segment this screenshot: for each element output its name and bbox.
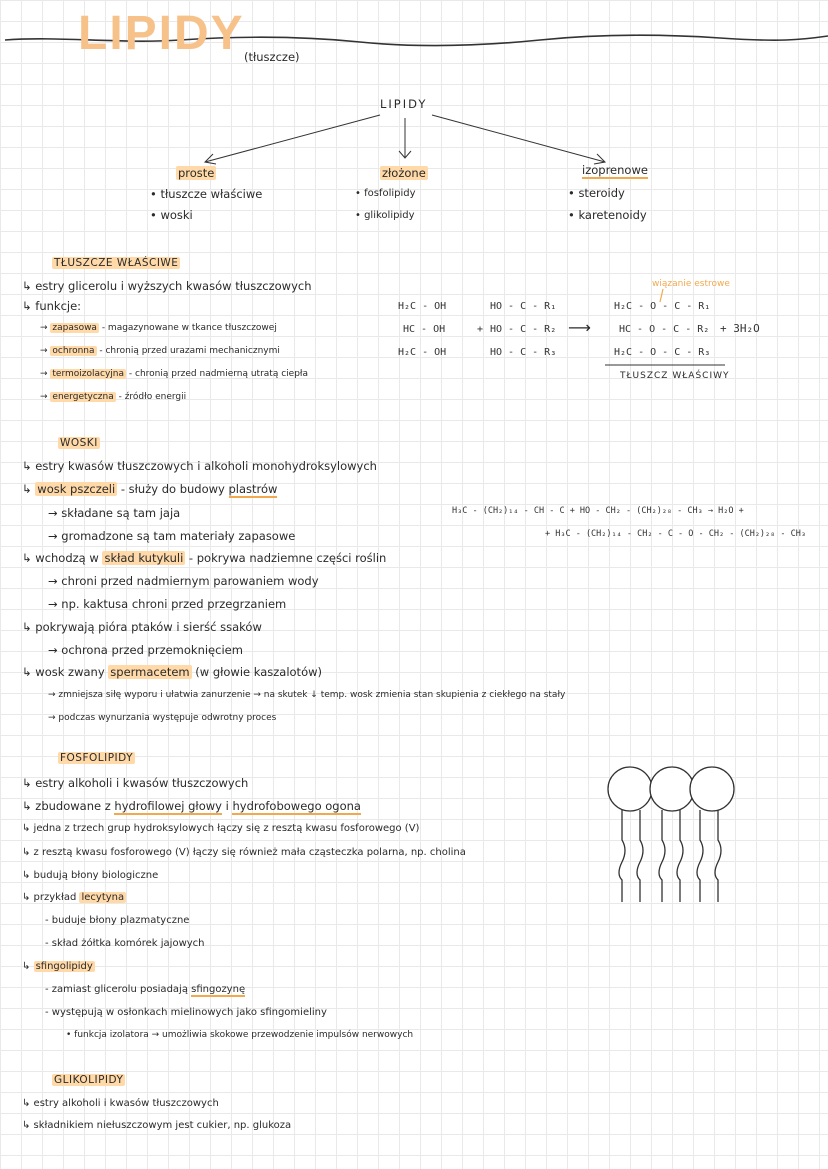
woski-line-3: → składane są tam jaja — [48, 506, 181, 520]
tree-izoprenowe-item-2: • karetenoidy — [568, 208, 647, 222]
line-prefix: ↳ wchodzą w — [22, 551, 103, 565]
function-desc: - źródło energii — [115, 392, 187, 402]
phospholipid-drawing — [608, 767, 734, 902]
glycerol-row-2: HC - OH — [403, 324, 446, 335]
fosfo-line-7: - buduje błony plazmatyczne — [45, 915, 190, 926]
fosfo-line-10 — [45, 984, 245, 995]
line-text: - zamiast glicerolu posiadają — [45, 984, 192, 995]
function-desc: - chronią przed urazami mechanicznymi — [96, 346, 280, 356]
fosfo-line-8: - skład żółtka komórek jajowych — [45, 938, 205, 949]
fosfo-line-9 — [22, 961, 95, 972]
fosfo-line-3: ↳ jedna z trzech grup hydroksylowych łączy się z resztą kwasu fosforowego (V) — [22, 823, 420, 834]
highlight-lecytyna: lecytyna — [81, 892, 125, 903]
underline-plastrow: plastrów — [228, 482, 278, 496]
product-row-1: H₂C - O - C - R₁ — [614, 301, 711, 312]
gliko-line-2: ↳ składnikiem niełuszczowym jest cukier, np. glukoza — [22, 1120, 292, 1131]
woski-line-12: → podczas wynurzania występuje odwrotny proces — [48, 713, 277, 723]
tree-zlozone-item-2: • glikolipidy — [355, 210, 415, 221]
tree-root: LIPIDY — [380, 97, 428, 111]
line-text: i — [221, 799, 233, 813]
fosfo-line-2 — [22, 799, 361, 813]
highlight-sfingolipidy: sfingolipidy — [35, 961, 93, 972]
highlight-wosk-pszczeli: wosk pszczeli — [37, 482, 116, 496]
fosfo-line-11: - występują w osłonkach mielinowych jako sfingomieliny — [45, 1007, 327, 1018]
wax-reaction-line-1: H₃C - (CH₂)₁₄ - CH - C + HO - CH₂ - (CH₂)₂₈ - CH₃ → H₂O + — [452, 506, 744, 516]
function-highlight: ochronna — [52, 346, 95, 356]
tree-zlozone-item-1: • fosfolipidy — [355, 188, 416, 199]
woski-line-2 — [22, 482, 277, 496]
glycerol-row-1: H₂C - OH — [398, 301, 447, 312]
tluszcze-line-2: ↳ funkcje: — [22, 299, 82, 313]
product-label: TŁUSZCZ WŁAŚCIWY — [620, 371, 730, 381]
acid-row-2: HO - C - R₂ — [490, 324, 557, 335]
woski-line-10 — [22, 665, 322, 679]
function-highlight: zapasowa — [52, 323, 97, 333]
fosfo-line-5: ↳ budują błony biologiczne — [22, 870, 159, 881]
ester-bond-label: wiązanie estrowe — [652, 279, 730, 289]
tluszcze-function-3: → termoizolacyjna - chronią przed nadmierną utratą ciepła — [40, 369, 308, 379]
line-prefix: ↳ — [22, 961, 34, 972]
gliko-line-1: ↳ estry alkoholi i kwasów tłuszczowych — [22, 1098, 219, 1109]
fosfo-line-4: ↳ z resztą kwasu fosforowego (V) łączy się również mała cząsteczka polarna, np. cholina — [22, 847, 466, 858]
section-heading-glikolipidy: GLIKOLIPIDY — [54, 1074, 124, 1086]
highlight-spermacet: spermacetem — [110, 665, 190, 679]
woski-line-11: → zmniejsza siłę wyporu i ułatwia zanurzenie → na skutek ↓ temp. wosk zmienia stan skupienia z ciekłego na stały — [48, 690, 566, 700]
product-row-2: HC - O - C - R₂ — [619, 324, 710, 335]
reaction-water: + 3H₂O — [720, 322, 760, 335]
reaction-plus: + — [477, 324, 484, 335]
woski-line-8: ↳ pokrywają pióra ptaków i sierść ssaków — [22, 620, 262, 634]
underline-hydrofobowego: hydrofobowego ogona — [232, 799, 361, 813]
product-row-3: H₂C - O - C - R₃ — [614, 347, 711, 358]
line-prefix: ↳ zbudowane z — [22, 799, 115, 813]
woski-line-1: ↳ estry kwasów tłuszczowych i alkoholi monohydroksylowych — [22, 459, 377, 473]
function-highlight: energetyczna — [52, 392, 114, 402]
function-highlight: termoizolacyjna — [52, 369, 125, 379]
page-subtitle: (tłuszcze) — [244, 50, 300, 64]
tree-arrow-proste — [205, 115, 380, 162]
line-text: - służy do budowy — [117, 482, 229, 496]
woski-line-4: → gromadzone są tam materiały zapasowe — [48, 529, 296, 543]
glycerol-row-3: H₂C - OH — [398, 347, 447, 358]
woski-line-6: → chroni przed nadmiernym parowaniem wody — [48, 574, 319, 588]
function-desc: - magazynowane w tkance tłuszczowej — [98, 323, 277, 333]
line-text: - pokrywa nadziemne części roślin — [185, 551, 387, 565]
acid-row-1: HO - C - R₁ — [490, 301, 557, 312]
woski-line-9: → ochrona przed przemoknięciem — [48, 643, 243, 657]
tluszcze-line-1: ↳ estry glicerolu i wyższych kwasów tłuszczowych — [22, 279, 312, 293]
fosfo-line-12: • funkcja izolatora → umożliwia skokowe przewodzenie impulsów nerwowych — [66, 1030, 414, 1040]
section-heading-tluszcze: TŁUSZCZE WŁAŚCIWE — [54, 257, 179, 269]
woski-line-5 — [22, 551, 386, 565]
fosfo-line-1: ↳ estry alkoholi i kwasów tłuszczowych — [22, 776, 249, 790]
tluszcze-function-1: → zapasowa - magazynowane w tkance tłuszczowej — [40, 323, 277, 333]
fosfo-line-6 — [22, 892, 126, 903]
function-desc: - chronią przed nadmierną utratą ciepła — [126, 369, 308, 379]
tree-izoprenowe-item-1: • steroidy — [568, 186, 625, 200]
line-prefix: ↳ wosk zwany — [22, 665, 109, 679]
tree-proste-item-2: • woski — [150, 208, 193, 222]
reaction-arrow: ⟶ — [568, 318, 591, 337]
acid-row-3: HO - C - R₃ — [490, 347, 557, 358]
underline-hydrofilowej: hydrofilowej głowy — [114, 799, 222, 813]
line-text: (w głowie kaszalotów) — [191, 665, 322, 679]
section-heading-fosfolipidy: FOSFOLIPIDY — [60, 752, 134, 764]
woski-line-7: → np. kaktusa chroni przed przegrzaniem — [48, 597, 287, 611]
underline-sfingozyne: sfingozynę — [191, 984, 246, 995]
highlight-sklad-kutykuli: skład kutykuli — [104, 551, 184, 565]
tree-zlozone-label: złożone — [382, 166, 426, 180]
page-title: LIPIDY — [78, 7, 245, 60]
tree-arrow-izoprenowe — [432, 115, 605, 162]
section-heading-woski: WOSKI — [60, 437, 98, 449]
line-prefix: ↳ przykład — [22, 892, 80, 903]
tree-proste-item-1: • tłuszcze właściwe — [150, 187, 263, 201]
line-prefix: ↳ — [22, 482, 36, 496]
wax-reaction-line-2: + H₃C - (CH₂)₁₄ - CH₂ - C - O - CH₂ - (CH₂)₂₈ - CH₃ — [545, 529, 806, 539]
tree-izoprenowe-label: izoprenowe — [582, 163, 648, 177]
tree-proste-label: proste — [178, 166, 215, 180]
tluszcze-function-4: → energetyczna - źródło energii — [40, 392, 187, 402]
tluszcze-function-2: → ochronna - chronią przed urazami mechanicznymi — [40, 346, 280, 356]
